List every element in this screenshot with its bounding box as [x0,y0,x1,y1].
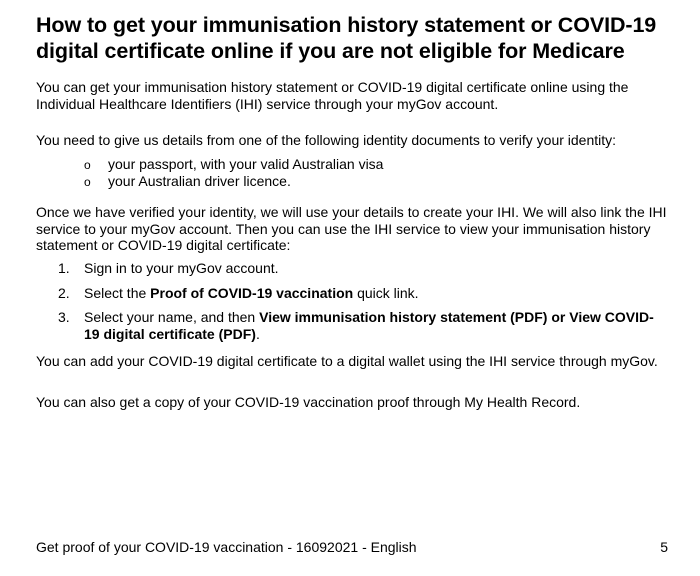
step-text-suffix: quick link. [353,284,419,301]
step-item [58,309,658,342]
list-item: o your passport, with your valid Australian visa [84,156,383,173]
step-text: Sign in to your myGov account. [84,260,279,276]
step-bold-text: Proof of COVID-19 vaccination [150,284,354,301]
step-item [58,260,658,277]
footer-title: Get proof of your COVID-19 vaccination - 16092021 - English [36,539,417,555]
page-number: 5 [660,539,668,555]
step-item [58,285,658,302]
intro-paragraph: You can get your immunisation history statement or COVID-19 digital certificate online using the Individual Healthcare Identifiers (IHI) service through your myGov account. [36,79,629,112]
steps-list [58,260,658,350]
step-number: 3. [58,309,70,325]
step-number: 1. [58,260,70,276]
step-text: Select the [84,284,151,301]
step-text-suffix: . [255,325,260,342]
verified-paragraph: Once we have verified your identity, we will use your details to create your IHI. We will also link the IHI service to your myGov account. Then you can use the IHI service to view your immunisation history statement or COVID-19 digital certificate: [36,204,667,253]
list-item: o your Australian driver licence. [84,173,383,190]
step-text: Select your name, and then [84,309,260,325]
mhr-paragraph: You can also get a copy of your COVID-19 vaccination proof through My Health Record. [36,394,581,410]
page-title: How to get your immunisation history statement or COVID-19 digital certificate online if you are not eligible for Medicare [36,13,657,63]
step-number: 2. [58,284,70,301]
page-footer [36,539,668,555]
identity-documents-list [84,156,383,190]
identity-intro-paragraph: You need to give us details from one of the following identity documents to verify your identity: [36,132,617,148]
step-bold-text: View immunisation history statement (PDF) or View COVID-19 digital certificate (PDF) [84,309,654,342]
wallet-paragraph: You can add your COVID-19 digital certificate to a digital wallet using the IHI service through myGov. [36,353,658,369]
